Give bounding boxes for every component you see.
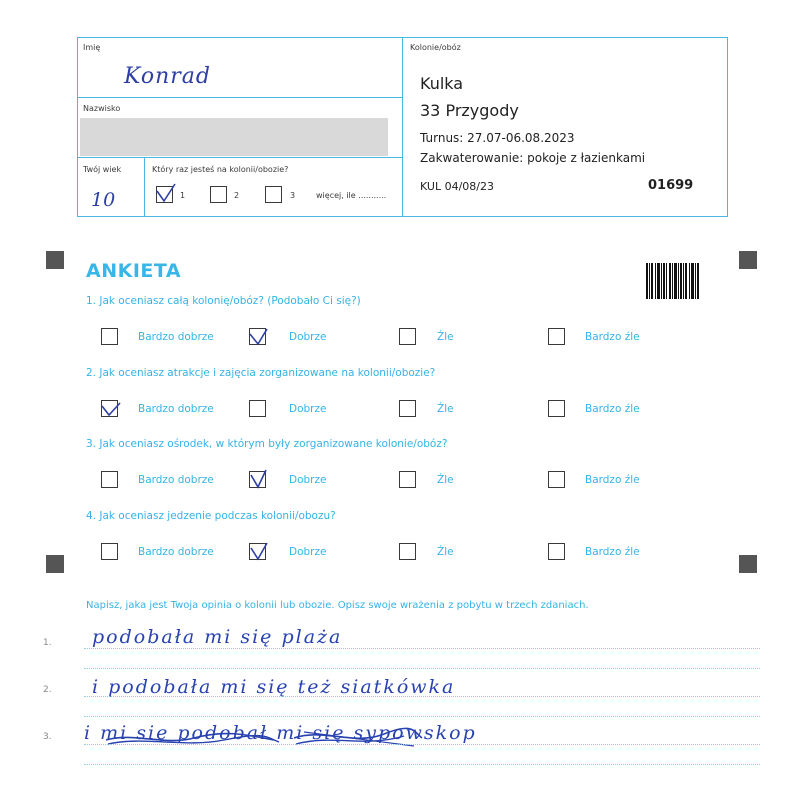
opinion-answer-2: i podobała mi się też siatkówka (92, 676, 456, 698)
registration-marker-bottom-right (739, 555, 757, 573)
name-value: Konrad (124, 64, 211, 89)
crossed-out-scribble (104, 726, 424, 750)
surname-label: Nazwisko (83, 104, 121, 113)
registration-marker-top-left (46, 251, 64, 269)
opinion-dotted-line (84, 764, 760, 765)
age-value: 10 (91, 189, 116, 211)
opinion-dotted-line (84, 668, 760, 669)
times-option-3: 3 (290, 191, 296, 200)
q1-option-bardzo-zle-checkbox[interactable] (548, 328, 565, 345)
question-1: 1. Jak oceniasz całą kolonię/obóz? (Podobało Ci się?) (86, 295, 361, 307)
registration-marker-bottom-left (46, 555, 64, 573)
times-checkbox-1[interactable] (156, 186, 173, 203)
times-option-2: 2 (234, 191, 240, 200)
q4-option-label: Bardzo źle (585, 546, 640, 558)
check-mark-icon (249, 540, 269, 562)
check-mark-icon (249, 325, 269, 347)
q1-option-label: Bardzo źle (585, 331, 640, 343)
turnus: Turnus: 27.07-06.08.2023 (420, 131, 575, 145)
opinion-line-number: 1. (43, 638, 52, 648)
q2-option-dobrze-checkbox[interactable] (249, 400, 266, 417)
q4-option-bardzo-zle-checkbox[interactable] (548, 543, 565, 560)
question-3: 3. Jak oceniasz ośrodek, w którym były zorganizowane kolonie/obóz? (86, 438, 448, 450)
q2-option-label: Bardzo dobrze (138, 403, 214, 415)
q4-option-label: Dobrze (289, 546, 327, 558)
redacted-surname (80, 118, 388, 156)
q1-option-zle-checkbox[interactable] (399, 328, 416, 345)
form-number: 01699 (648, 178, 694, 193)
opinion-dotted-line (84, 716, 760, 717)
times-checkbox-3[interactable] (265, 186, 282, 203)
q4-option-dobrze-checkbox[interactable] (249, 543, 266, 560)
q1-option-bardzo-dobrze-checkbox[interactable] (101, 328, 118, 345)
opinion-line-number: 2. (43, 685, 52, 695)
times-option-more: więcej, ile ........... (316, 191, 387, 200)
name-label: Imię (83, 43, 101, 52)
q4-option-label: Źle (437, 546, 454, 558)
age-label: Twój wiek (83, 165, 122, 174)
opinion-answer-1: podobała mi się plaża (92, 626, 343, 648)
registration-marker-top-right (739, 251, 757, 269)
q3-option-bardzo-zle-checkbox[interactable] (548, 471, 565, 488)
q4-option-label: Bardzo dobrze (138, 546, 214, 558)
q1-option-label: Bardzo dobrze (138, 331, 214, 343)
question-4: 4. Jak oceniasz jedzenie podczas kolonii/obozu? (86, 510, 336, 522)
q4-option-zle-checkbox[interactable] (399, 543, 416, 560)
q2-option-bardzo-zle-checkbox[interactable] (548, 400, 565, 417)
q2-option-label: Bardzo źle (585, 403, 640, 415)
q1-option-dobrze-checkbox[interactable] (249, 328, 266, 345)
camp-label: Kolonie/obóz (410, 43, 461, 52)
times-question: Który raz jesteś na kolonii/obozie? (152, 165, 289, 174)
check-mark-icon (156, 183, 176, 205)
q3-option-zle-checkbox[interactable] (399, 471, 416, 488)
q4-option-bardzo-dobrze-checkbox[interactable] (101, 543, 118, 560)
q3-option-label: Bardzo źle (585, 474, 640, 486)
barcode-icon (646, 263, 700, 299)
opinion-dotted-line (84, 696, 760, 697)
q2-option-bardzo-dobrze-checkbox[interactable] (101, 400, 118, 417)
q2-option-label: Dobrze (289, 403, 327, 415)
times-option-1: 1 (180, 191, 186, 200)
question-2: 2. Jak oceniasz atrakcje i zajęcia zorganizowane na kolonii/obozie? (86, 367, 436, 379)
q2-option-label: Źle (437, 403, 454, 415)
camp-code: KUL 04/08/23 (420, 180, 494, 193)
q3-option-label: Źle (437, 474, 454, 486)
q3-option-bardzo-dobrze-checkbox[interactable] (101, 471, 118, 488)
q3-option-dobrze-checkbox[interactable] (249, 471, 266, 488)
accommodation: Zakwaterowanie: pokoje z łazienkami (420, 151, 646, 165)
opinion-line-number: 3. (43, 732, 52, 742)
times-checkbox-2[interactable] (210, 186, 227, 203)
opinion-answer-3: i mi się podobał mi się sypowskop (84, 722, 477, 744)
q3-option-label: Dobrze (289, 474, 327, 486)
q1-option-label: Źle (437, 331, 454, 343)
opinion-dotted-line (84, 648, 760, 649)
camp-name: Kulka (420, 74, 464, 93)
camp-program: 33 Przygody (420, 101, 519, 120)
check-mark-icon (249, 468, 269, 490)
survey-title: ANKIETA (86, 260, 182, 282)
q3-option-label: Bardzo dobrze (138, 474, 214, 486)
opinion-dotted-line (84, 744, 760, 745)
q1-option-label: Dobrze (289, 331, 327, 343)
q2-option-zle-checkbox[interactable] (399, 400, 416, 417)
check-mark-icon (101, 397, 121, 419)
opinion-prompt: Napisz, jaka jest Twoja opinia o kolonii lub obozie. Opisz swoje wrażenia z pobytu w trzech zdaniach. (86, 600, 589, 611)
